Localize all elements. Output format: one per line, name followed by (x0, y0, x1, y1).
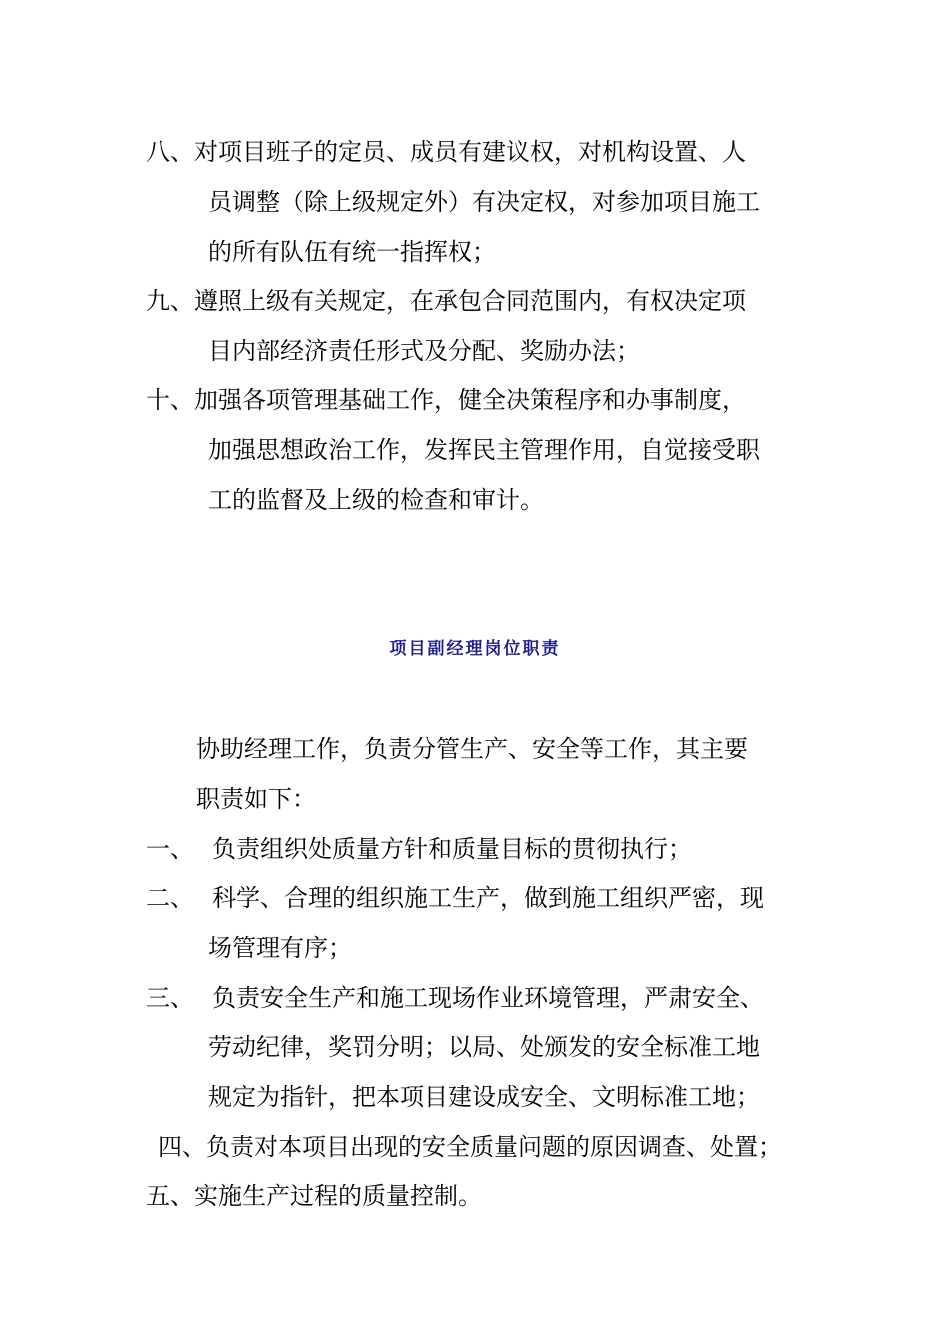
item-1-line-1: 负责组织处质量方针和质量目标的贯彻执行； (212, 835, 692, 863)
item-3-number: 三、 (146, 984, 194, 1012)
item-5-line: 五、实施生产过程的质量控制。 (146, 1182, 482, 1210)
item-2-line-1: 科学、合理的组织施工生产，做到施工组织严密，现 (212, 884, 764, 912)
intro-line-1: 协助经理工作，负责分管生产、安全等工作，其主要 (196, 735, 748, 763)
item-2-number: 二、 (146, 884, 194, 912)
item-9-line-2: 目内部经济责任形式及分配、奖励办法； (208, 337, 640, 365)
item-10-line-3: 工的监督及上级的检查和审计。 (208, 486, 544, 514)
item-8-line-2: 员调整（除上级规定外）有决定权，对参加项目施工 (208, 188, 760, 216)
item-10-line-1: 十、加强各项管理基础工作，健全决策程序和办事制度， (146, 386, 746, 414)
item-8-line-1: 八、对项目班子的定员、成员有建议权，对机构设置、人 (146, 138, 746, 166)
intro-line-2: 职责如下： (196, 785, 316, 813)
item-3-line-3: 规定为指针，把本项目建设成安全、文明标准工地； (208, 1083, 760, 1111)
item-2-line-2: 场管理有序； (208, 934, 352, 962)
item-10-line-2: 加强思想政治工作，发挥民主管理作用，自觉接受职 (208, 436, 760, 464)
item-1-number: 一、 (146, 835, 194, 863)
section-title: 项目副经理岗位职责 (389, 639, 561, 659)
item-3-line-2: 劳动纪律，奖罚分明；以局、处颁发的安全标准工地 (208, 1033, 760, 1061)
item-9-line-1: 九、遵照上级有关规定，在承包合同范围内，有权决定项 (146, 287, 746, 315)
item-4-line: 四、负责对本项目出现的安全质量问题的原因调查、处置； (158, 1133, 782, 1161)
item-8-line-3: 的所有队伍有统一指挥权； (208, 238, 496, 266)
item-3-line-1: 负责安全生产和施工现场作业环境管理，严肃安全、 (212, 984, 764, 1012)
